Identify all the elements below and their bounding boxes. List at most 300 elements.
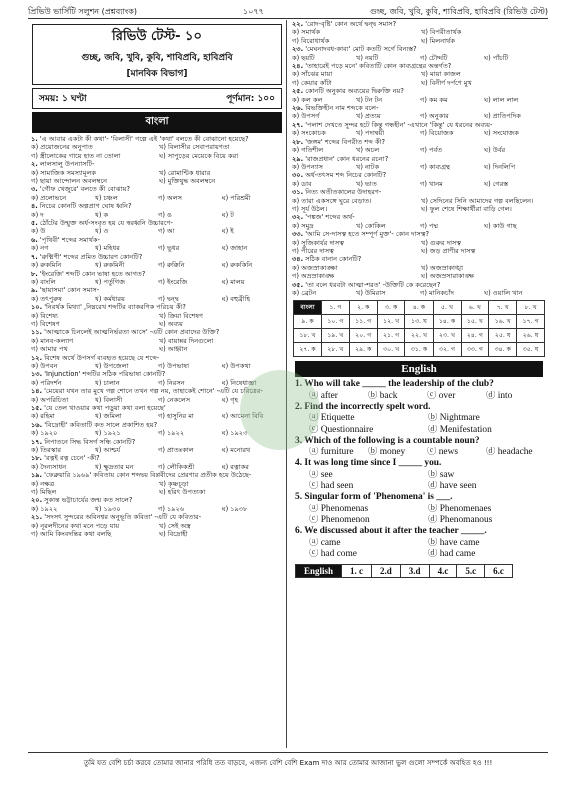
answer-option: খ) ও [94, 227, 109, 236]
question-item [292, 62, 546, 87]
running-header [28, 6, 548, 19]
question-text: 'তা বলে ধরবটা আত্মা-শরত' -উক্তিটি কে করেছেন? [305, 280, 441, 289]
answer-option: ঘ) ই [221, 227, 234, 236]
answer-option: খ) অজস্রাকাঙ্খা [421, 263, 464, 272]
english-question-stem [295, 492, 543, 503]
answer-cell: ৩. ক [377, 301, 405, 315]
question-item [31, 286, 283, 303]
answer-option: ঘ) সংযোজক [484, 129, 519, 138]
answer-option: খ) সেই অস্ত্র [159, 521, 191, 530]
question-item [292, 121, 546, 138]
question-item [292, 213, 546, 230]
answer-option: গ) অনুকার [420, 112, 449, 121]
question-text: It was long time since I _____ you. [304, 458, 442, 469]
question-item [292, 230, 546, 255]
english-question-stem [295, 526, 543, 537]
answer-option: গ) খানম [420, 179, 443, 188]
question-number: ১৮. [31, 454, 43, 463]
answer-option: ⓑ back [368, 390, 398, 401]
answer-cell: ২৬. ঘ [517, 329, 545, 343]
answer-option: ঘ) বহুব্রীহি [221, 294, 251, 303]
answer-option: ⓐ see [309, 469, 333, 480]
question-text: 'Injunction' শব্দটির সঠিক পরিভাষা কোনটি? [44, 370, 166, 379]
question-number: 4. [295, 458, 303, 469]
question-number: ৩৫. [292, 280, 304, 289]
answer-option: খ) অচল [356, 146, 380, 155]
answer-option: গ) ১৯২৬ [158, 504, 185, 513]
time-marks-bar [32, 88, 282, 109]
question-stem [31, 370, 283, 378]
question-text: 'আমি সে-দাসত্ব হতে সম্পূর্ণ মুক্ত'- কোন দাসত্ব? [305, 230, 430, 239]
question-stem [292, 121, 546, 129]
answer-option: ক) ১৯২২ [31, 504, 58, 513]
answer-option: গ) অভ্রস্রাকাঙ্ক্ষ [292, 272, 335, 281]
answer-row [294, 343, 545, 357]
test-subtitle: গুচ্ছ, জবি, খুবি, কুবি, শাবিপ্রবি, হাবিপ্রবি [81, 53, 233, 63]
answer-row [294, 329, 545, 343]
answer-option: খ) রুকমিনী [94, 261, 125, 270]
answer-option: গ) দ্বন্দ্ব [158, 294, 179, 303]
answer-option: খ) চালান [94, 378, 120, 387]
question-stem [292, 155, 546, 163]
option-group [31, 463, 283, 471]
answer-option: ঘ) রত্নাকর [221, 462, 249, 471]
watermark-seal [240, 370, 320, 450]
option-group [31, 505, 283, 513]
answer-option: ঘ) উপকথা [221, 361, 251, 370]
question-stem [31, 454, 283, 462]
english-question-stem [295, 379, 543, 390]
answer-cell: ২৭. ক [294, 343, 322, 357]
question-stem [292, 188, 546, 196]
answer-option: ঘ) হরিৎ উপত্যকা [159, 488, 206, 497]
answer-option: গ) পদ্ম [420, 221, 439, 230]
answer-option: ক) ডাব [292, 179, 312, 188]
question-number: ১২. [31, 353, 43, 362]
answer-option: ⓐ furniture [309, 447, 354, 458]
answer-option: খ) মহিধর [94, 244, 120, 253]
answer-cell: ৩৪. ক [489, 343, 517, 357]
question-item [292, 45, 546, 62]
question-number: ৯. [31, 286, 38, 295]
answer-option: গ) উপভাষা [158, 361, 189, 370]
question-stem [31, 286, 283, 294]
question-item [292, 171, 546, 188]
question-number: ৩১. [292, 188, 304, 197]
answer-option: খ) ভাত [356, 179, 377, 188]
english-question [295, 526, 543, 560]
question-item [292, 20, 546, 45]
question-item [31, 303, 283, 328]
question-item [31, 513, 283, 538]
english-question [295, 436, 543, 459]
question-stem [292, 138, 546, 146]
answer-option: ঘ) মুক্তিযুদ্ধ অবলম্বনে [159, 177, 216, 186]
question-number: ২০. [31, 496, 43, 505]
answer-option: ক) নক্ষত্র [31, 479, 55, 488]
question-item [292, 155, 546, 172]
answer-option: ⓓ Phenomanous [428, 514, 493, 525]
answer-option: গ) বিরোধার্থক [292, 36, 330, 45]
option-group [31, 169, 283, 186]
question-number: 6. [295, 526, 303, 537]
question-item [31, 202, 283, 219]
test-title: রিভিউ টেস্ট- ১০ [112, 29, 202, 44]
option-group [292, 112, 546, 120]
english-question-list [289, 379, 549, 560]
answer-option: ক) উপবন [31, 361, 58, 370]
question-number: ৩৩. [292, 230, 304, 239]
answer-option: খ) বিপরীতার্থক [421, 28, 462, 37]
answer-option: ⓒ had seen [309, 481, 354, 492]
english-question [295, 458, 543, 492]
question-stem [292, 87, 546, 95]
answer-cell: ১৬. খ [489, 315, 517, 329]
answer-option: ঘ) মনোরথ [221, 446, 251, 455]
question-stem [292, 104, 546, 112]
question-number: 3. [295, 435, 303, 446]
option-group [292, 54, 546, 62]
answer-cell: ৯. ক [294, 315, 322, 329]
answer-cell: ৮. খ [517, 301, 545, 315]
question-text: Singular form of 'Phenomena' is ___. [304, 492, 453, 503]
question-number: ২৩. [292, 45, 304, 54]
answer-option: গ) আ [158, 227, 175, 236]
answer-option: ⓒ Phenomenon [309, 514, 370, 525]
answer-option: ঘ) আহ্বান [159, 345, 188, 354]
answer-option: গ) ইংরেজি [158, 277, 188, 286]
question-text: অর্ধ-তৎসম শব্দ নিচের কোনটি? [305, 171, 387, 180]
answer-option: ক) গতিশীল [292, 146, 324, 155]
question-number: 2. [295, 402, 303, 412]
answer-option: ক) দৈন্যসাধন [31, 462, 67, 471]
question-stem [31, 496, 283, 504]
answer-option: ⓐ Etiquette [309, 413, 355, 424]
question-item [31, 135, 283, 160]
option-group [31, 480, 283, 497]
answer-cell: ২. ক [349, 301, 377, 315]
question-stem [292, 20, 546, 28]
answer-option: খ) গুরুর দাসত্ব [421, 238, 462, 247]
answer-table-label: English [296, 565, 342, 578]
question-number: ৮. [31, 269, 38, 278]
answer-option: খ) বায়ান্নর দিনগুলো [159, 336, 214, 345]
question-text: নিচের কোনটি অল্পপ্রাণ ঘোষ ধ্বনি? [39, 202, 132, 211]
answer-option: খ) সেদিনের সিনি আমাদের গল্প বলছিলেন। [421, 196, 534, 205]
right-column [289, 20, 549, 748]
answer-option: ঘ) প্রাতিপদিক [484, 112, 521, 121]
question-item [31, 471, 283, 496]
answer-option: ঘ) দিনলিপি [484, 162, 516, 171]
question-stem [31, 513, 283, 521]
question-text: ঠোঁটের উন্মুক্ত অর্ধ-সংবৃত হয় যে স্বরধ্বনি উচ্চারণে- [39, 219, 173, 228]
answer-option: ক) সমার্থক [292, 28, 321, 37]
answer-option: ⓐ Phenomenas [309, 503, 369, 514]
answer-option: খ) ক [94, 210, 109, 219]
answer-option: খ) পদান্বয়ী [356, 129, 385, 138]
answer-option: ক) নূরলদীনের কথা মনে পড়ে যায় [31, 521, 120, 530]
answer-option: ক) ব্রেটন [292, 289, 317, 297]
option-group [292, 239, 546, 256]
answer-cell: ২৮. খ [322, 343, 350, 357]
question-text: সঠিক বানান কোনটি? [305, 255, 362, 264]
answer-option: ঘ) অব্যয় [159, 319, 183, 328]
answer-cell: ৩৫. ঘ [517, 343, 545, 357]
question-stem [31, 202, 283, 210]
question-number: ২. [31, 160, 38, 169]
english-answer-table [295, 564, 513, 578]
option-group [292, 28, 546, 45]
question-item [31, 160, 283, 185]
answer-cell: ৩৩. গ [461, 343, 489, 357]
answer-option: খ) ১৯৩০ [94, 504, 121, 513]
option-group [292, 289, 546, 297]
answer-option: গ) মিছিল [31, 488, 57, 497]
answer-option: ⓒ Questionnaire [309, 424, 374, 435]
answer-option: খ) উমিরাস [356, 289, 386, 297]
answer-option: ⓓ had came [428, 548, 476, 559]
answer-option: ক) উ [31, 227, 46, 236]
option-group [31, 362, 283, 370]
answer-cell: 3.d [400, 565, 429, 578]
question-stem [292, 62, 546, 70]
answer-option: ঘ) মিলনার্থক [421, 36, 455, 45]
question-number: 5. [295, 492, 303, 503]
answer-cell: ২৩. খ [433, 329, 461, 343]
answer-option: ঘ) কাউ গাছ [484, 221, 517, 230]
answer-option: গ) কেয়ার কাঁটা [292, 78, 332, 87]
question-text: 'জঙ্গম' শব্দের বিপরীত শব্দ কী? [305, 137, 385, 146]
question-text: সুকান্ত ভট্টাচার্যের জন্ম কত সালে? [44, 496, 133, 505]
answer-option: ক) দ [31, 210, 44, 219]
question-number: ২১. [31, 513, 43, 522]
answer-option: ক) তিরস্কার [31, 446, 62, 455]
option-group [295, 447, 543, 458]
question-item [31, 185, 283, 202]
answer-option: খ) আশ্চর্য [94, 446, 121, 455]
question-stem [31, 236, 283, 244]
answer-cell: ২০. গ [349, 329, 377, 343]
answer-cell: ১৮. খ [294, 329, 322, 343]
question-text: Find the incorrectly spelt word. [304, 402, 431, 412]
question-stem [292, 45, 546, 53]
question-number: ৬. [31, 235, 38, 244]
answer-option: খ) বিলাসী [94, 395, 123, 404]
bangla-question-list-right [289, 20, 549, 297]
question-text: 'রুক্মিণী' শব্দের প্রমিত উচ্চারণ কোনটি? [39, 252, 143, 261]
option-group [292, 197, 546, 214]
question-text: 'মেয়েরা যখন তার মুখে গল্প শোনে তখন গল্প নয়, তাহাকেই শোনে' -এটি যে চরিত্রের- [44, 387, 263, 396]
english-question-stem [295, 458, 543, 469]
answer-option: গ) চৌদ্দটি [420, 53, 448, 62]
answer-option: খ) ক্ষুদ্রতার মন [94, 462, 134, 471]
question-item [292, 138, 546, 155]
question-item [31, 454, 283, 471]
question-item [31, 219, 283, 236]
question-text: 'ছায়াসমা' কোন সমাস- [39, 286, 100, 295]
option-group [31, 227, 283, 235]
question-stem [31, 354, 283, 362]
option-group [292, 96, 546, 104]
question-text: কোনটি অনুকার অব্যয়ের দ্বিরুক্তি নয়? [305, 87, 404, 96]
answer-option: ঘ) অজস্রসারাকাঙ্ক্ষ [421, 272, 475, 281]
answer-option: ⓑ saw [428, 469, 455, 480]
answer-cell: ২২. খ [405, 329, 433, 343]
question-number: ১১. [31, 328, 43, 337]
question-item [31, 270, 283, 287]
answer-option: ক) রহিমা [31, 412, 55, 421]
answer-cell: ১৩. ঘ [405, 315, 433, 329]
question-text: 'পঙ্কজ' শব্দের অর্থ- [305, 213, 355, 222]
question-text: 'তাহারেই পড়ে মনে' কবিতাটি কোন কাব্যগ্রন্থের অন্তর্গত? [305, 62, 452, 71]
question-item [31, 354, 283, 371]
answer-option: খ) কর্মধারয় [94, 294, 125, 303]
answer-cell: ১১. গ [349, 315, 377, 329]
question-item [31, 438, 283, 455]
option-group [292, 146, 546, 154]
question-number: ১. [31, 135, 38, 143]
question-stem [292, 171, 546, 179]
test-unit: [মানবিক বিভাগ] [126, 69, 188, 79]
answer-option: খ) জমিলা [94, 412, 122, 421]
answer-option: ঘ) বিনীর্ণ দর্পণে মুখ [421, 78, 472, 87]
answer-option: ক) সংকোচক [292, 129, 326, 138]
answer-option: খ) নয়টি [356, 53, 379, 62]
answer-option: ঘ) ১৯৩৮ [221, 504, 248, 513]
english-section-heading: English [295, 361, 543, 377]
answer-option: গ) ১৯২২ [158, 429, 185, 438]
question-text: 'নিরর্থক মিথ্যা' ,নিম্নরেখ শব্দটির ব্যাকরণিক পরিচয় কী? [44, 303, 186, 312]
option-group [31, 143, 283, 160]
answer-option: ক) উপসর্গ [292, 112, 320, 121]
question-number: ২৬. [292, 104, 304, 113]
answer-option: ক) রুকমিনি [31, 261, 62, 270]
answer-option: খ) বিলাসীর সেবাপরায়ণতা [159, 143, 230, 152]
answer-cell: ১০. গ [322, 315, 350, 329]
answer-option: ⓒ over [427, 390, 456, 401]
question-stem [31, 438, 283, 446]
answer-option: গ) পীরের দাসত্ব [292, 246, 334, 255]
answer-row [294, 301, 545, 315]
option-group [295, 538, 543, 561]
question-item [31, 236, 283, 253]
answer-cell: ৩২. গ [433, 343, 461, 357]
question-item [31, 328, 283, 353]
question-text: 'ফেব্রুয়ারি ১৯৬৯' কবিতায় কোন শব্দদ্বয় বিপ্লবীদের প্রেরণার প্রতীক হয়ে উঠেছে- [44, 471, 252, 480]
answer-option: ঘ) নিষেধাজ্ঞা [221, 378, 257, 387]
answer-option: খ) টন টন [356, 95, 383, 104]
answer-cell: ২৪. গ [461, 329, 489, 343]
question-text: লালসালু উপন্যাসটি- [39, 160, 95, 169]
answer-cell: 2.d [372, 565, 401, 578]
answer-option: ক) কল কল [292, 95, 323, 104]
answer-option: ক) প্রয়োজনের অনুপাত [31, 143, 93, 152]
option-group [295, 391, 543, 402]
question-text: 'রত্নই রত্ন চেনে' -কী? [44, 454, 100, 463]
answer-option: ঘ) লাল লাল [484, 95, 519, 104]
answer-cell: ২৫. ঘ [489, 329, 517, 343]
answer-cell: ৩১. ক [405, 343, 433, 357]
question-number: ৫. [31, 219, 38, 228]
answer-option: ঘ) আমেনা বিবি [221, 412, 264, 421]
answer-cell: ২১. গ [377, 329, 405, 343]
question-number: ১৪. [31, 387, 43, 396]
answer-option: ⓓ into [486, 390, 513, 401]
english-question [295, 379, 543, 402]
answer-option: গ) কাব্যগ্রন্থ [420, 162, 450, 171]
answer-option: ক) সমুদ্র [292, 221, 314, 230]
answer-option: গ) হাসুনির মা [158, 412, 194, 421]
answer-option: ⓑ have came [428, 537, 480, 548]
answer-option: ক) ছয়টি [292, 53, 315, 62]
option-group [31, 446, 283, 454]
answer-option: খ) চঞ্চল [94, 193, 118, 202]
marks-label: পূর্ণমান: ১০০ [226, 94, 275, 104]
option-group [295, 413, 543, 436]
option-group [292, 163, 546, 171]
answer-option: গ) ছায়া আন্দোলন অবলম্বনে [31, 177, 108, 186]
answer-option: ক) বাংলি [31, 277, 56, 286]
question-number: ২৭. [292, 120, 304, 129]
header-left: প্রিভিউ ভার্সিটি সলুশন (প্রশ্নব্যাংক) [28, 7, 138, 16]
answer-option: ঘ) সাপুড়ের মেয়েকে বিয়ে করা [159, 151, 239, 160]
question-number: ৭. [31, 252, 38, 261]
answer-cell: 1. c [342, 565, 372, 578]
question-stem [292, 281, 546, 289]
answer-option: ঘ) গৃহ [221, 395, 239, 404]
answer-row [294, 315, 545, 329]
answer-option: ক) অপরিচিতা [31, 395, 69, 404]
question-stem [31, 185, 283, 193]
bangla-question-list-left [28, 135, 286, 539]
answer-option: ক) ১৯২০ [31, 429, 58, 438]
answer-option: খ) ক্রিয়া বিশেষণ [159, 311, 204, 320]
question-number: 1. [295, 379, 303, 390]
answer-option: ⓓ headache [486, 447, 533, 458]
question-text: 'ইংরেজি' শব্দটি কোন ভাষা হতে আগত? [39, 269, 146, 278]
answer-option: ক) সামাজিক সমস্যামূলক [31, 168, 97, 177]
answer-option: ক) তারা একসঙ্গে ঘুরে বেড়াত। [292, 196, 372, 205]
question-number: ১৯. [31, 471, 43, 480]
answer-option: ক) অজস্রাকাঙ্ক্ষা [292, 263, 338, 272]
answer-option: ঘ) ওয়ালি খান [484, 289, 523, 297]
answer-cell: ৪. ক [405, 301, 433, 315]
english-question-stem [295, 436, 543, 447]
answer-option: ⓒ had come [309, 548, 357, 559]
question-text: 'রোদ-বৃষ্টি' কোন অর্থে দ্বন্দ্ব সমাস? [305, 20, 397, 28]
question-number: ১৩. [31, 370, 43, 379]
answer-option: গ) আমি কিংবদন্তির কথা বলছি [31, 530, 112, 539]
question-stem [31, 160, 283, 168]
question-item [292, 255, 546, 280]
question-stem [31, 270, 283, 278]
question-text: 'রাজপ্রধান' কোন ধরনের রচনা? [305, 154, 389, 163]
question-text: 'এ আবার একটা কী কথা'- 'বিলাসী' গল্পে এই 'কথা' বলতে কী বোঝানো হয়েছে? [39, 135, 249, 143]
question-number: ১৭. [31, 437, 43, 446]
answer-cell: ১২. খ [377, 315, 405, 329]
answer-cell: ১৯. খ [322, 329, 350, 343]
question-stem [292, 230, 546, 238]
answer-cell: ১৭. গ [517, 315, 545, 329]
answer-option: গ) লৌকিকশ্রী [158, 462, 195, 471]
answer-option: খ) কৃষ্ণচূড়া [159, 479, 189, 488]
question-number: ১৫. [31, 404, 43, 412]
answer-cell: ১. গ [322, 301, 350, 315]
option-group [31, 211, 283, 219]
question-item [31, 496, 283, 513]
option-group [31, 278, 283, 286]
answer-option: গ) বিয়োজক [420, 129, 454, 138]
